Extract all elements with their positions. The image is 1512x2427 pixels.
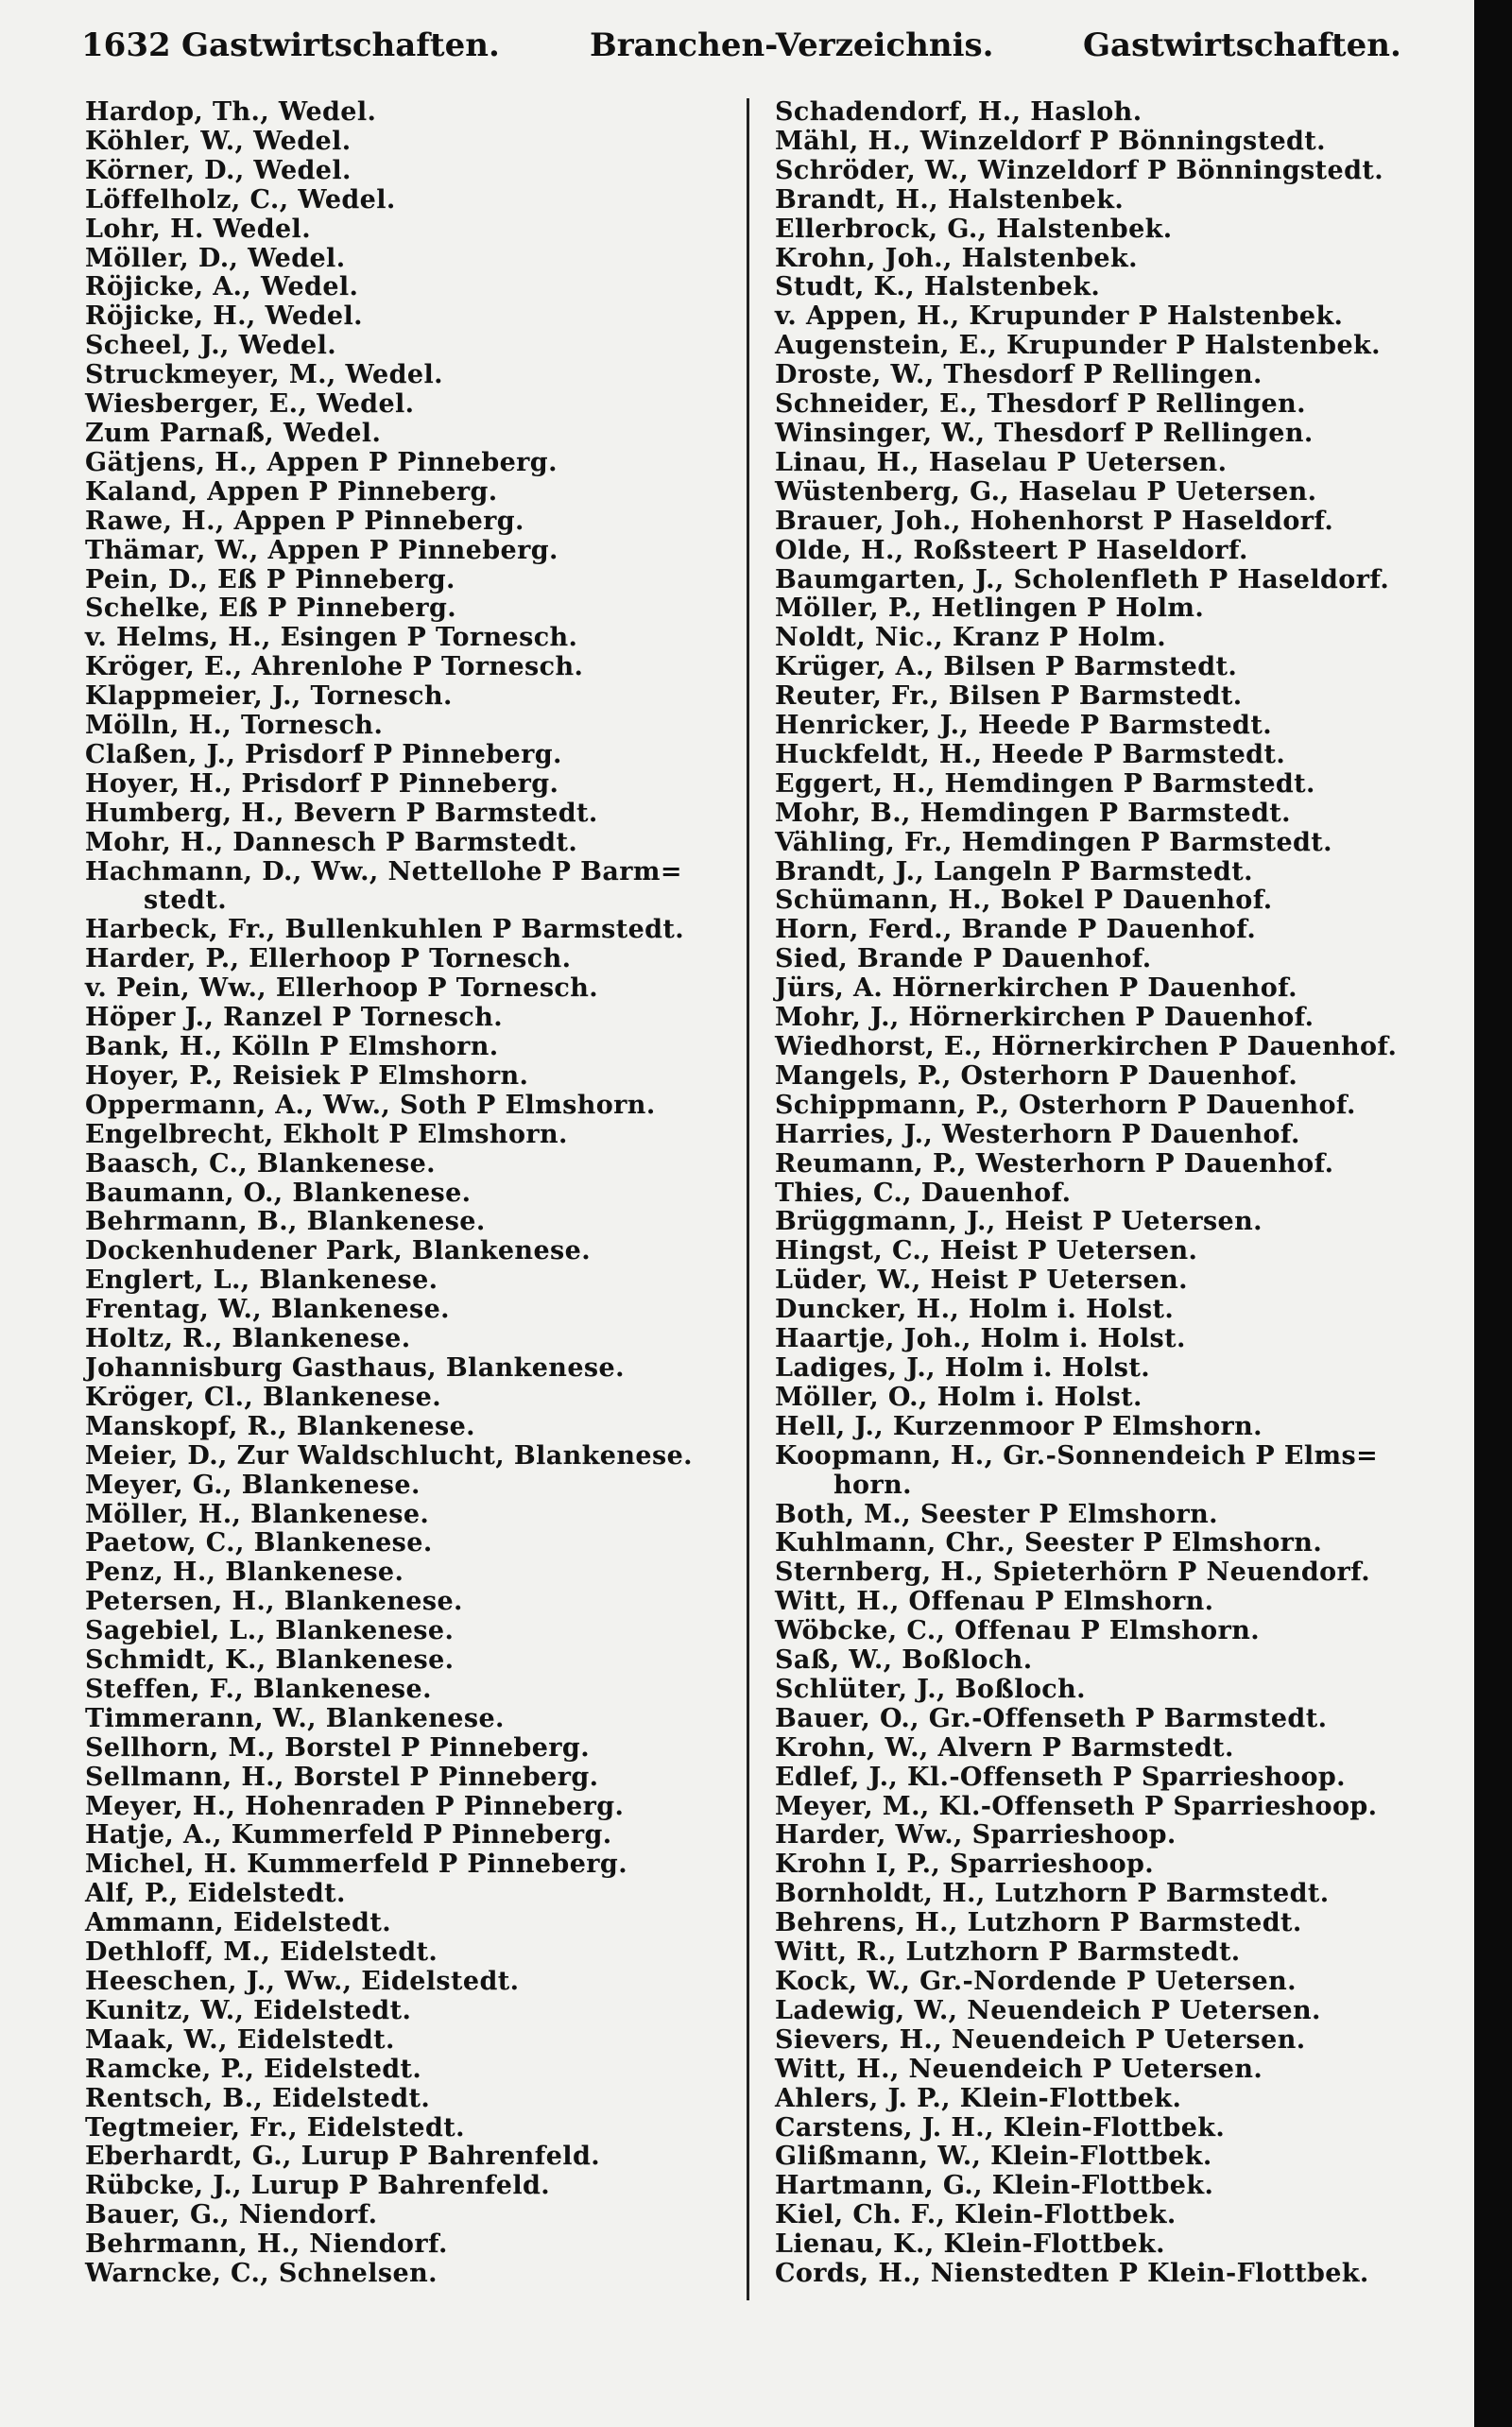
directory-entry: Bauer, O., Gr.-Offenseth P Barmstedt. xyxy=(775,1703,1328,1733)
directory-entry: Bornholdt, H., Lutzhorn P Barmstedt. xyxy=(775,1879,1330,1909)
directory-entry: Röjicke, H., Wedel. xyxy=(85,301,363,332)
directory-entry: Schadendorf, H., Hasloh. xyxy=(775,97,1143,127)
directory-entry: Hoyer, P., Reisiek P Elmshorn. xyxy=(85,1060,529,1091)
directory-entry: Rübcke, J., Lurup P Bahrenfeld. xyxy=(85,2171,551,2201)
directory-entry: Brauer, Joh., Hohenhorst P Haseldorf. xyxy=(775,506,1334,536)
directory-entry: Meyer, H., Hohenraden P Pinneberg. xyxy=(85,1791,625,1821)
directory-entry: Möller, O., Holm i. Holst. xyxy=(775,1382,1143,1412)
directory-entry: Mohr, B., Hemdingen P Barmstedt. xyxy=(775,798,1291,828)
directory-entry: Penz, H., Blankenese. xyxy=(85,1558,404,1588)
directory-entry: Studt, K., Halstenbek. xyxy=(775,272,1101,302)
directory-entry: Sagebiel, L., Blankenese. xyxy=(85,1616,455,1646)
directory-entry: Eberhardt, G., Lurup P Bahrenfeld. xyxy=(85,2142,601,2172)
directory-entry: Maak, W., Eidelstedt. xyxy=(85,2024,395,2055)
directory-entry: Schneider, E., Thesdorf P Rellingen. xyxy=(775,389,1306,420)
directory-entry: Cords, H., Nienstedten P Klein-Flottbek. xyxy=(775,2259,1369,2289)
directory-entry: Augenstein, E., Krupunder P Halstenbek. xyxy=(775,331,1381,361)
directory-entry: Both, M., Seester P Elmshorn. xyxy=(775,1499,1218,1529)
directory-entry: Köhler, W., Wedel. xyxy=(85,126,352,156)
directory-entry: Höper J., Ranzel P Tornesch. xyxy=(85,1003,504,1033)
directory-entry: Harder, P., Ellerhoop P Tornesch. xyxy=(85,944,572,974)
directory-entry: Krohn I, P., Sparrieshoop. xyxy=(775,1850,1155,1880)
directory-entry: Hatje, A., Kummerfeld P Pinneberg. xyxy=(85,1820,612,1850)
directory-entry: Mähl, H., Winzeldorf P Bönningstedt. xyxy=(775,126,1326,156)
directory-entry: Körner, D., Wedel. xyxy=(85,155,352,185)
directory-entry: Dockenhudener Park, Blankenese. xyxy=(85,1236,592,1266)
directory-entry: Schmidt, K., Blankenese. xyxy=(85,1645,455,1676)
directory-entry: Witt, R., Lutzhorn P Barmstedt. xyxy=(775,1937,1241,1968)
directory-entry: Mohr, J., Hörnerkirchen P Dauenhof. xyxy=(775,1003,1314,1033)
directory-entry: Löffelholz, C., Wedel. xyxy=(85,184,396,215)
directory-entry: Michel, H. Kummerfeld P Pinneberg. xyxy=(85,1850,627,1880)
directory-entry: Olde, H., Roßsteert P Haseldorf. xyxy=(775,535,1248,565)
directory-entry: Horn, Ferd., Brande P Dauenhof. xyxy=(775,915,1257,945)
directory-entry: Sternberg, H., Spieterhörn P Neuendorf. xyxy=(775,1558,1371,1588)
directory-entry: Lienau, K., Klein-Flottbek. xyxy=(775,2229,1165,2260)
directory-entry: Krohn, W., Alvern P Barmstedt. xyxy=(775,1732,1234,1763)
directory-entry: Sievers, H., Neuendeich P Uetersen. xyxy=(775,2024,1306,2055)
right-column xyxy=(775,98,1436,2289)
left-column xyxy=(85,98,747,2289)
directory-entry: Bank, H., Kölln P Elmshorn. xyxy=(85,1032,499,1061)
directory-entry: Kock, W., Gr.-Nordende P Uetersen. xyxy=(775,1967,1297,1996)
directory-entry: Edlef, J., Kl.-Offenseth P Sparrieshoop. xyxy=(775,1762,1346,1792)
directory-entry: Behrmann, H., Niendorf. xyxy=(85,2229,448,2260)
directory-entry: Koopmann, H., Gr.-Sonnendeich P Elms= xyxy=(775,1440,1379,1471)
directory-entry: Dethloff, M., Eidelstedt. xyxy=(85,1937,438,1968)
directory-entry: Struckmeyer, M., Wedel. xyxy=(85,360,443,390)
header-center-title: Branchen-Verzeichnis. xyxy=(590,26,994,64)
directory-entry: Henricker, J., Heede P Barmstedt. xyxy=(775,711,1273,741)
directory-entry: Ellerbrock, G., Halstenbek. xyxy=(775,214,1173,244)
directory-entry: Harries, J., Westerhorn P Dauenhof. xyxy=(775,1119,1300,1149)
directory-entry: Reumann, P., Westerhorn P Dauenhof. xyxy=(775,1148,1334,1179)
directory-entry: Schröder, W., Winzeldorf P Bönningstedt. xyxy=(775,155,1384,185)
directory-entry: Eggert, H., Hemdingen P Barmstedt. xyxy=(775,768,1315,799)
directory-entry: Hell, J., Kurzenmoor P Elmshorn. xyxy=(775,1411,1263,1441)
directory-entry: Brandt, J., Langeln P Barmstedt. xyxy=(775,856,1253,886)
directory-entry: Ammann, Eidelstedt. xyxy=(85,1908,391,1938)
directory-entry: Wöbcke, C., Offenau P Elmshorn. xyxy=(775,1616,1261,1646)
directory-entry: Rawe, H., Appen P Pinneberg. xyxy=(85,506,524,536)
directory-entry: Lüder, W., Heist P Uetersen. xyxy=(775,1265,1188,1296)
directory-entry: Klappmeier, J., Tornesch. xyxy=(85,681,453,712)
directory-entry: Wiedhorst, E., Hörnerkirchen P Dauenhof. xyxy=(775,1032,1398,1061)
directory-entry: Mangels, P., Osterhorn P Dauenhof. xyxy=(775,1060,1298,1091)
header-right-title: Gastwirtschaften. xyxy=(1083,26,1401,64)
directory-entry: Zum Parnaß, Wedel. xyxy=(85,418,382,448)
directory-entry: Haartje, Joh., Holm i. Holst. xyxy=(775,1324,1186,1354)
directory-entry: Heeschen, J., Ww., Eidelstedt. xyxy=(85,1967,520,1996)
directory-entry: Krüger, A., Bilsen P Barmstedt. xyxy=(775,652,1238,682)
directory-entry: Huckfeldt, H., Heede P Barmstedt. xyxy=(775,739,1286,769)
directory-entry: Hartmann, G., Klein-Flottbek. xyxy=(775,2171,1214,2201)
directory-entry: Pein, D., Eß P Pinneberg. xyxy=(85,564,455,594)
directory-entry: Möller, D., Wedel. xyxy=(85,243,346,273)
directory-entry: Thies, C., Dauenhof. xyxy=(775,1178,1072,1208)
directory-entry: Ahlers, J. P., Klein-Flottbek. xyxy=(775,2083,1182,2113)
directory-entry: Warncke, C., Schnelsen. xyxy=(85,2259,438,2289)
directory-entry: Noldt, Nic., Kranz P Holm. xyxy=(775,623,1167,653)
directory-entry: v. Helms, H., Esingen P Tornesch. xyxy=(85,623,578,653)
directory-entry: Schümann, H., Bokel P Dauenhof. xyxy=(775,886,1273,916)
directory-entry: Röjicke, A., Wedel. xyxy=(85,272,359,302)
directory-entry: Behrmann, B., Blankenese. xyxy=(85,1207,486,1237)
directory-entry: Baumann, O., Blankenese. xyxy=(85,1178,472,1208)
directory-entry: Kröger, E., Ahrenlohe P Tornesch. xyxy=(85,652,584,682)
directory-entry: Kiel, Ch. F., Klein-Flottbek. xyxy=(775,2200,1177,2230)
directory-entry: Bauer, G., Niendorf. xyxy=(85,2200,378,2230)
directory-entry: Hoyer, H., Prisdorf P Pinneberg. xyxy=(85,768,559,799)
directory-entry: Brandt, H., Halstenbek. xyxy=(775,184,1125,215)
directory-entry: Hachmann, D., Ww., Nettellohe P Barm= xyxy=(85,856,682,886)
directory-entry: Droste, W., Thesdorf P Rellingen. xyxy=(775,360,1263,390)
directory-entry: Krohn, Joh., Halstenbek. xyxy=(775,243,1138,273)
directory-entry: Glißmann, W., Klein-Flottbek. xyxy=(775,2142,1212,2172)
directory-entry: Oppermann, A., Ww., Soth P Elmshorn. xyxy=(85,1090,656,1120)
directory-entry: Winsinger, W., Thesdorf P Rellingen. xyxy=(775,418,1314,448)
directory-entry: Kunitz, W., Eidelstedt. xyxy=(85,1995,412,2025)
directory-entry: Englert, L., Blankenese. xyxy=(85,1265,438,1296)
directory-entry: Vähling, Fr., Hemdingen P Barmstedt. xyxy=(775,827,1332,857)
directory-entry: stedt. xyxy=(144,886,228,916)
directory-entry: Sied, Brande P Dauenhof. xyxy=(775,944,1152,974)
directory-entry: Johannisburg Gasthaus, Blankenese. xyxy=(85,1352,625,1383)
directory-entry: Alf, P., Eidelstedt. xyxy=(85,1879,346,1909)
directory-entry: Duncker, H., Holm i. Holst. xyxy=(775,1295,1175,1325)
directory-entry: Timmerann, W., Blankenese. xyxy=(85,1703,505,1733)
directory-entry: Manskopf, R., Blankenese. xyxy=(85,1411,475,1441)
directory-entry: Baasch, C., Blankenese. xyxy=(85,1148,436,1179)
column-divider xyxy=(747,98,749,2300)
directory-entry: Harder, Ww., Sparrieshoop. xyxy=(775,1820,1177,1850)
directory-entry: Hardop, Th., Wedel. xyxy=(85,97,377,127)
directory-entry: Schlüter, J., Boßloch. xyxy=(775,1674,1086,1704)
directory-entry: v. Pein, Ww., Ellerhoop P Tornesch. xyxy=(85,973,599,1004)
directory-entry: Witt, H., Offenau P Elmshorn. xyxy=(775,1587,1214,1617)
directory-entry: Scheel, J., Wedel. xyxy=(85,331,337,361)
directory-entry: Kröger, Cl., Blankenese. xyxy=(85,1382,442,1412)
directory-entry: Claßen, J., Prisdorf P Pinneberg. xyxy=(85,739,562,769)
directory-entry: Mohr, H., Dannesch P Barmstedt. xyxy=(85,827,578,857)
directory-entry: Schelke, Eß P Pinneberg. xyxy=(85,594,457,624)
directory-entry: Reuter, Fr., Bilsen P Barmstedt. xyxy=(775,681,1243,712)
page-edge-shadow xyxy=(1474,0,1512,2427)
directory-entry: v. Appen, H., Krupunder P Halstenbek. xyxy=(775,301,1344,332)
directory-entry: Kaland, Appen P Pinneberg. xyxy=(85,476,498,507)
directory-entry: Gätjens, H., Appen P Pinneberg. xyxy=(85,447,558,477)
directory-entry: Hingst, C., Heist P Uetersen. xyxy=(775,1236,1198,1266)
header-left-title: Gastwirtschaften. xyxy=(181,26,500,64)
directory-entry: Möller, H., Blankenese. xyxy=(85,1499,430,1529)
directory-entry: Linau, H., Haselau P Uetersen. xyxy=(775,447,1228,477)
page-number: 1632 xyxy=(81,26,171,64)
directory-entry: Mölln, H., Tornesch. xyxy=(85,711,384,741)
directory-entry: Ladewig, W., Neuendeich P Uetersen. xyxy=(775,1995,1321,2025)
directory-entry: Paetow, C., Blankenese. xyxy=(85,1528,433,1558)
directory-entry: Frentag, W., Blankenese. xyxy=(85,1295,450,1325)
directory-entry: Harbeck, Fr., Bullenkuhlen P Barmstedt. xyxy=(85,915,685,945)
directory-entry: Lohr, H. Wedel. xyxy=(85,214,312,244)
directory-entry: Wüstenberg, G., Haselau P Uetersen. xyxy=(775,476,1317,507)
directory-entry: Holtz, R., Blankenese. xyxy=(85,1324,411,1354)
directory-entry: Tegtmeier, Fr., Eidelstedt. xyxy=(85,2112,465,2143)
directory-entry: Carstens, J. H., Klein-Flottbek. xyxy=(775,2112,1226,2143)
directory-entry: Saß, W., Boßloch. xyxy=(775,1645,1033,1676)
directory-entry: Meyer, G., Blankenese. xyxy=(85,1470,421,1500)
directory-entry: Meyer, M., Kl.-Offenseth P Sparrieshoop. xyxy=(775,1791,1378,1821)
directory-entry: Thämar, W., Appen P Pinneberg. xyxy=(85,535,558,565)
directory-entry: Meier, D., Zur Waldschlucht, Blankenese. xyxy=(85,1440,693,1471)
page-header xyxy=(81,26,1401,76)
directory-entry: Ladiges, J., Holm i. Holst. xyxy=(775,1352,1151,1383)
directory-entry: Ramcke, P., Eidelstedt. xyxy=(85,2054,422,2084)
directory-entry: horn. xyxy=(833,1470,912,1500)
directory-entry: Engelbrecht, Ekholt P Elmshorn. xyxy=(85,1119,568,1149)
directory-entry: Steffen, F., Blankenese. xyxy=(85,1674,432,1704)
directory-entry: Wiesberger, E., Wedel. xyxy=(85,389,415,420)
directory-entry: Sellmann, H., Borstel P Pinneberg. xyxy=(85,1762,599,1792)
directory-entry: Baumgarten, J., Scholenfleth P Haseldorf. xyxy=(775,564,1390,594)
directory-entry: Petersen, H., Blankenese. xyxy=(85,1587,463,1617)
directory-entry: Schippmann, P., Osterhorn P Dauenhof. xyxy=(775,1090,1356,1120)
directory-entry: Brüggmann, J., Heist P Uetersen. xyxy=(775,1207,1263,1237)
directory-entry: Möller, P., Hetlingen P Holm. xyxy=(775,594,1205,624)
directory-entry: Humberg, H., Bevern P Barmstedt. xyxy=(85,798,598,828)
directory-entry: Witt, H., Neuendeich P Uetersen. xyxy=(775,2054,1263,2084)
directory-entry: Kuhlmann, Chr., Seester P Elmshorn. xyxy=(775,1528,1323,1558)
directory-entry: Behrens, H., Lutzhorn P Barmstedt. xyxy=(775,1908,1302,1938)
directory-entry: Jürs, A. Hörnerkirchen P Dauenhof. xyxy=(775,973,1297,1004)
directory-entry: Sellhorn, M., Borstel P Pinneberg. xyxy=(85,1732,590,1763)
directory-entry: Rentsch, B., Eidelstedt. xyxy=(85,2083,431,2113)
